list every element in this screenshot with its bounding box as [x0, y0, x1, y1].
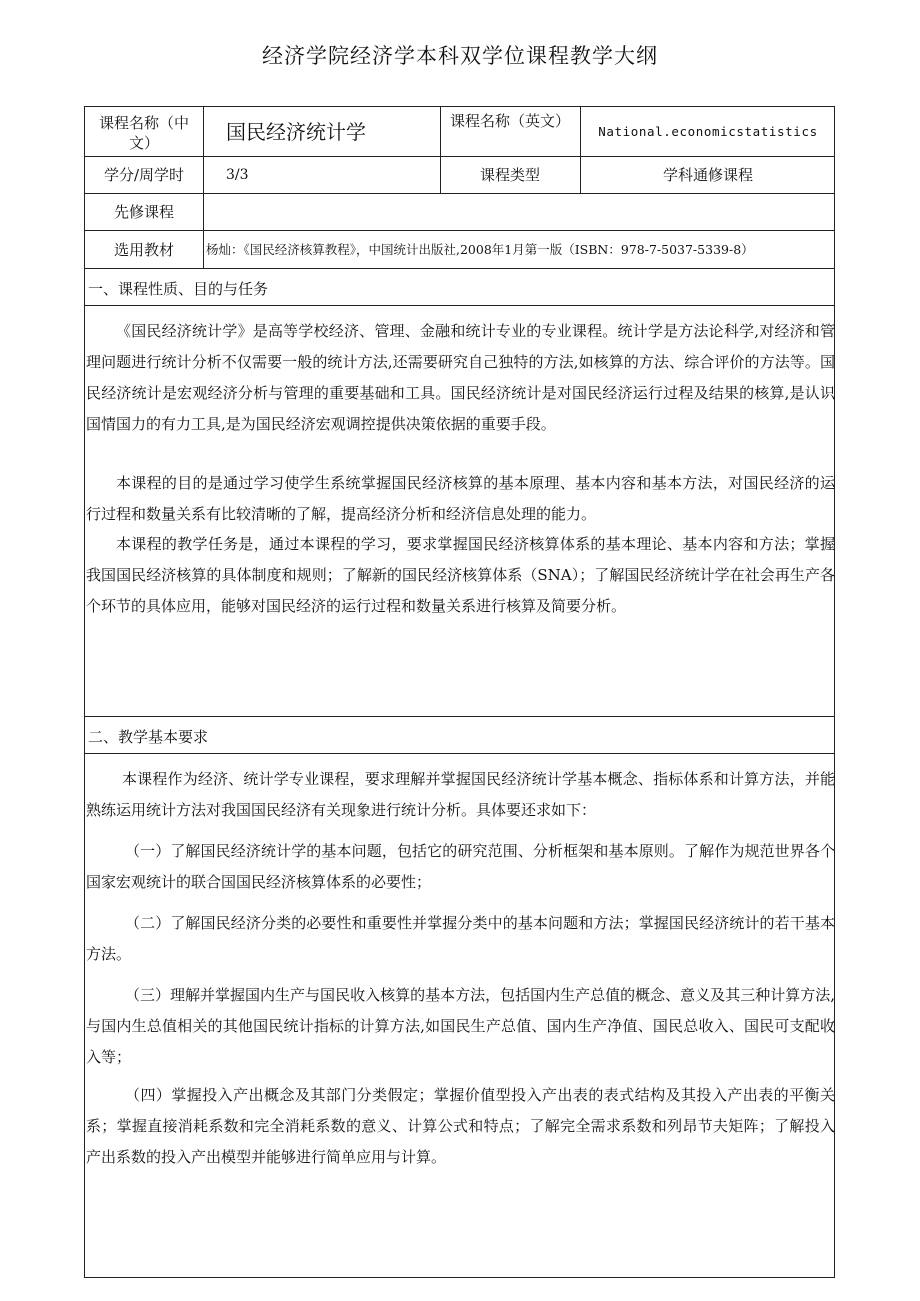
- section-1-heading: 一、课程性质、目的与任务: [88, 280, 269, 298]
- course-type-value: 学科通修课程: [662, 166, 753, 184]
- course-name-cn-value: 国民经济统计学: [226, 120, 366, 144]
- credits-value: 3/3: [226, 167, 249, 183]
- requirement-item: （一）了解国民经济统计学的基本问题，包括它的研究范围、分析框架和基本原则。了解作为规范世界各个国家宏观统计的联合国国民经济核算体系的必要性；: [86, 842, 835, 891]
- requirement-item: （四）掌握投入产出概念及其部门分类假定；掌握价值型投入产出表的表式结构及其投入产出表的平衡关系；掌握直接消耗系数和完全消耗系数的意义、计算公式和特点；了解完全需求系数和列昂节夫矩阵；了解投入产出系数的投入产出模型并能够进行简单应用与计算。: [86, 1086, 835, 1166]
- col-divider: [203, 106, 204, 268]
- row-divider: [84, 305, 835, 306]
- requirement-item: （三）理解并掌握国内生产与国民收入核算的基本方法，包括国内生产总值的概念、意义及其三种计算方法,与国内生总值相关的其他国民统计指标的计算方法,如国民生产总值、国内生产净值、国民总收入、国民可支配收入等；: [86, 986, 835, 1066]
- section-2-intro: 本课程作为经济、统计学专业课程，要求理解并掌握国民经济统计学基本概念、指标体系和计算方法，并能熟练运用统计方法对我国国民经济有关现象进行统计分析。具体要还求如下：: [86, 770, 835, 819]
- row-divider: [84, 268, 835, 269]
- document-title: 经济学院经济学本科双学位课程教学大纲: [262, 44, 658, 68]
- course-type-label: 课程类型: [479, 166, 540, 184]
- prerequisite-label: 先修课程: [113, 203, 174, 221]
- course-name-en-value: National.economicstatistics: [598, 124, 818, 139]
- section-2-heading: 二、教学基本要求: [88, 728, 209, 746]
- row-divider: [84, 753, 835, 754]
- section-1-paragraph: 本课程的教学任务是，通过本课程的学习，要求掌握国民经济核算体系的基本理论、基本内容和方法；掌握我国国民经济核算的具体制度和规则；了解新的国民经济核算体系（SNA）；了解国民经济统计学在社会再生产各个环节的具体应用，能够对国民经济的运行过程和数量关系进行核算及简要分析。: [86, 535, 835, 615]
- row-divider: [84, 716, 835, 717]
- row-divider: [84, 156, 835, 157]
- row-divider: [84, 193, 835, 194]
- requirement-item: （二）了解国民经济分类的必要性和重要性并掌握分类中的基本问题和方法；掌握国民经济统计的若干基本方法。: [86, 914, 835, 963]
- course-name-cn-label: 课程名称（中文）: [98, 114, 189, 152]
- row-divider: [84, 230, 835, 231]
- textbook-value: 杨灿：《国民经济核算教程》，中国统计出版社,2008年1月第一版（ISBN：978-7-5037-5339-8）: [206, 242, 754, 257]
- section-1-paragraph: 《国民经济统计学》是高等学校经济、管理、金融和统计专业的专业课程。统计学是方法论科学,对经济和管理问题进行统计分析不仅需要一般的统计方法,还需要研究自己独特的方法,如核算的方法、综合评价的方法等。国民经济统计是宏观经济分析与管理的重要基础和工具。国民经济统计是对国民经济运行过程及结果的核算,是认识国情国力的有力工具,是为国民经济宏观调控提供决策依据的重要手段。: [86, 322, 835, 433]
- course-name-en-label: 课程名称（英文）: [449, 112, 570, 130]
- credits-label: 学分/周学时: [103, 166, 185, 184]
- section-1-paragraph: 本课程的目的是通过学习使学生系统掌握国民经济核算的基本原理、基本内容和基本方法，对国民经济的运行过程和数量关系有比较清晰的了解，提高经济分析和经济信息处理的能力。: [86, 474, 835, 523]
- textbook-label: 选用教材: [113, 241, 174, 259]
- col-divider: [440, 106, 441, 193]
- col-divider: [580, 106, 581, 193]
